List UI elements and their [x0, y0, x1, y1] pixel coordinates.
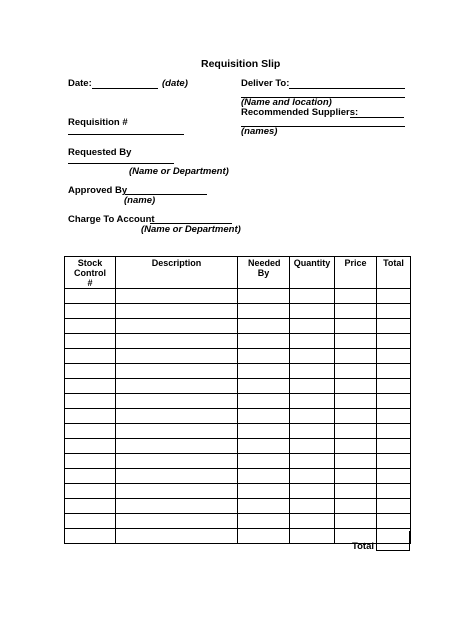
- table-cell[interactable]: [238, 499, 290, 514]
- table-cell[interactable]: [290, 409, 335, 424]
- table-cell[interactable]: [377, 364, 411, 379]
- table-row: [65, 334, 411, 349]
- requested-by-field[interactable]: [68, 163, 174, 164]
- deliver-to-label: Deliver To:: [241, 78, 290, 89]
- table-cell[interactable]: [116, 514, 238, 529]
- table-header-row: [65, 257, 411, 289]
- table-row: [65, 304, 411, 319]
- table-cell[interactable]: [238, 409, 290, 424]
- table-cell[interactable]: [116, 334, 238, 349]
- table-cell[interactable]: [238, 319, 290, 334]
- table-cell[interactable]: [335, 289, 377, 304]
- table-cell[interactable]: [290, 334, 335, 349]
- table-row: [65, 394, 411, 409]
- table-cell[interactable]: [290, 394, 335, 409]
- header-price: Price: [335, 257, 377, 289]
- deliver-to-hint: (Name and location): [241, 97, 332, 108]
- table-cell[interactable]: [290, 469, 335, 484]
- table-cell[interactable]: [335, 409, 377, 424]
- table-cell[interactable]: [116, 529, 238, 544]
- table-cell[interactable]: [65, 394, 116, 409]
- table-cell[interactable]: [65, 514, 116, 529]
- table-row: [65, 424, 411, 439]
- table-cell[interactable]: [290, 499, 335, 514]
- table-cell[interactable]: [377, 349, 411, 364]
- grand-total-field[interactable]: [376, 531, 410, 551]
- suppliers-field[interactable]: [350, 117, 404, 118]
- table-cell[interactable]: [335, 394, 377, 409]
- table-row: [65, 439, 411, 454]
- approved-by-hint: (name): [124, 195, 156, 206]
- date-label: Date:: [68, 78, 92, 89]
- table-cell[interactable]: [116, 289, 238, 304]
- table-cell[interactable]: [335, 469, 377, 484]
- table-cell[interactable]: [335, 439, 377, 454]
- table-cell[interactable]: [335, 499, 377, 514]
- table-cell[interactable]: [238, 454, 290, 469]
- table-cell[interactable]: [116, 469, 238, 484]
- table-cell[interactable]: [65, 439, 116, 454]
- table-row: [65, 349, 411, 364]
- table-cell[interactable]: [238, 394, 290, 409]
- table-cell[interactable]: [335, 334, 377, 349]
- table-cell[interactable]: [290, 484, 335, 499]
- header-total: Total: [377, 257, 411, 289]
- table-cell[interactable]: [116, 424, 238, 439]
- deliver-to-field[interactable]: [289, 88, 405, 89]
- table-cell[interactable]: [290, 349, 335, 364]
- table-cell[interactable]: [335, 349, 377, 364]
- table-cell[interactable]: [116, 319, 238, 334]
- table-cell[interactable]: [335, 454, 377, 469]
- charge-to-label: Charge To Account: [68, 214, 155, 225]
- table-cell[interactable]: [377, 454, 411, 469]
- table-row: [65, 364, 411, 379]
- approved-by-label: Approved By: [68, 185, 128, 196]
- header-quantity: Quantity: [290, 257, 335, 289]
- table-cell[interactable]: [377, 424, 411, 439]
- table-cell[interactable]: [377, 439, 411, 454]
- table-cell[interactable]: [290, 424, 335, 439]
- table-cell[interactable]: [116, 364, 238, 379]
- table-cell[interactable]: [290, 454, 335, 469]
- table-row: [65, 469, 411, 484]
- table-cell[interactable]: [238, 304, 290, 319]
- table-cell[interactable]: [65, 424, 116, 439]
- table-cell[interactable]: [377, 379, 411, 394]
- table-cell[interactable]: [238, 484, 290, 499]
- table-cell[interactable]: [377, 484, 411, 499]
- table-cell[interactable]: [65, 499, 116, 514]
- requested-by-label: Requested By: [68, 147, 132, 158]
- header-stock-control: Stock Control #: [65, 257, 116, 289]
- table-cell[interactable]: [377, 304, 411, 319]
- table-cell[interactable]: [65, 364, 116, 379]
- date-hint: (date): [162, 78, 188, 89]
- table-cell[interactable]: [238, 364, 290, 379]
- table-row: [65, 499, 411, 514]
- table-cell[interactable]: [377, 514, 411, 529]
- table-cell[interactable]: [65, 484, 116, 499]
- table-cell[interactable]: [238, 529, 290, 544]
- table-cell[interactable]: [290, 439, 335, 454]
- table-cell[interactable]: [238, 334, 290, 349]
- table-cell[interactable]: [116, 304, 238, 319]
- requisition-field[interactable]: [68, 134, 184, 135]
- suppliers-hint: (names): [241, 126, 278, 137]
- table-cell[interactable]: [377, 469, 411, 484]
- table-cell[interactable]: [377, 289, 411, 304]
- table-row: [65, 454, 411, 469]
- table-cell[interactable]: [116, 454, 238, 469]
- table-cell[interactable]: [290, 514, 335, 529]
- charge-to-hint: (Name or Department): [141, 224, 241, 235]
- suppliers-label: Recommended Suppliers:: [241, 107, 359, 118]
- table-cell[interactable]: [377, 334, 411, 349]
- table-cell[interactable]: [290, 379, 335, 394]
- table-cell[interactable]: [290, 289, 335, 304]
- table-cell[interactable]: [238, 439, 290, 454]
- table-cell[interactable]: [335, 364, 377, 379]
- table-row: [65, 484, 411, 499]
- table-row: [65, 289, 411, 304]
- table-cell[interactable]: [116, 379, 238, 394]
- table-cell[interactable]: [335, 484, 377, 499]
- grand-total-label: Total: [352, 541, 374, 552]
- table-cell[interactable]: [377, 394, 411, 409]
- table-cell[interactable]: [116, 439, 238, 454]
- table-cell[interactable]: [238, 379, 290, 394]
- document-title: Requisition Slip: [201, 58, 281, 70]
- table-cell[interactable]: [335, 379, 377, 394]
- table-cell[interactable]: [335, 304, 377, 319]
- table-cell[interactable]: [65, 349, 116, 364]
- items-table: [64, 256, 411, 544]
- table-cell[interactable]: [335, 424, 377, 439]
- table-cell[interactable]: [335, 319, 377, 334]
- table-row: [65, 409, 411, 424]
- table-cell[interactable]: [238, 289, 290, 304]
- table-cell[interactable]: [65, 319, 116, 334]
- table-cell[interactable]: [377, 319, 411, 334]
- table-cell[interactable]: [65, 469, 116, 484]
- header-description: Description: [116, 257, 238, 289]
- table-cell[interactable]: [238, 424, 290, 439]
- table-cell[interactable]: [65, 529, 116, 544]
- table-cell[interactable]: [290, 319, 335, 334]
- table-cell[interactable]: [290, 529, 335, 544]
- table-row: [65, 514, 411, 529]
- table-cell[interactable]: [65, 289, 116, 304]
- requested-by-hint: (Name or Department): [129, 166, 229, 177]
- table-cell[interactable]: [377, 499, 411, 514]
- header-needed-by: Needed By: [238, 257, 290, 289]
- table-cell[interactable]: [116, 349, 238, 364]
- table-cell[interactable]: [116, 499, 238, 514]
- table-cell[interactable]: [290, 304, 335, 319]
- table-cell[interactable]: [238, 469, 290, 484]
- table-cell[interactable]: [65, 454, 116, 469]
- table-cell[interactable]: [290, 364, 335, 379]
- table-cell[interactable]: [335, 514, 377, 529]
- table-cell[interactable]: [116, 409, 238, 424]
- table-cell[interactable]: [116, 394, 238, 409]
- table-cell[interactable]: [377, 409, 411, 424]
- table-cell[interactable]: [238, 349, 290, 364]
- date-field[interactable]: [92, 88, 158, 89]
- table-cell[interactable]: [65, 334, 116, 349]
- table-cell[interactable]: [65, 304, 116, 319]
- requisition-label: Requisition #: [68, 117, 128, 128]
- table-row: [65, 319, 411, 334]
- table-cell[interactable]: [65, 409, 116, 424]
- table-cell[interactable]: [65, 379, 116, 394]
- table-row: [65, 379, 411, 394]
- table-cell[interactable]: [238, 514, 290, 529]
- table-cell[interactable]: [116, 484, 238, 499]
